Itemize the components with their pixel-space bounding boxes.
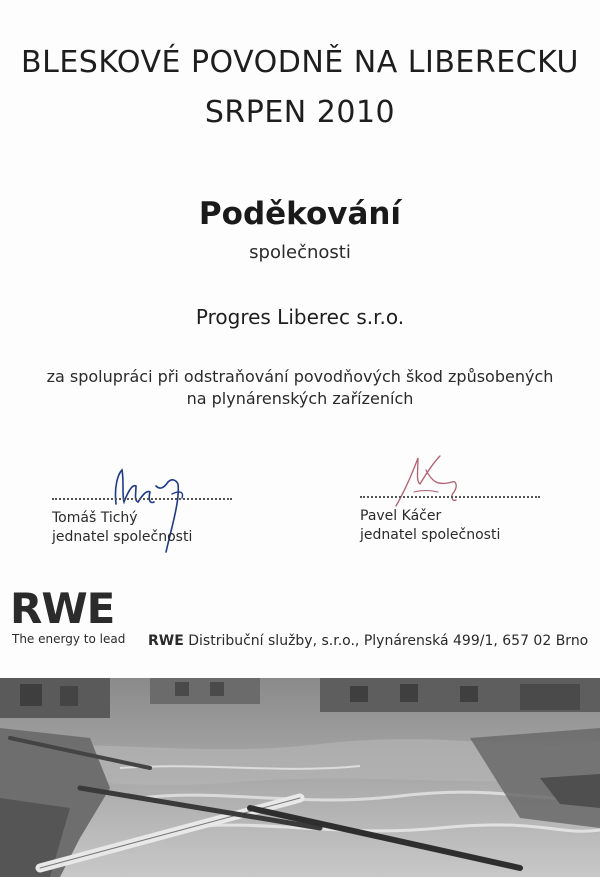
headline-line-1: BLESKOVÉ POVODNĚ NA LIBERECKU bbox=[21, 45, 579, 80]
recipient-name: Progres Liberec s.r.o. bbox=[195, 305, 405, 329]
company-address-rest: Distribuční služby, s.r.o., Plynárenská 499/1, 657 02 Brno bbox=[183, 633, 589, 649]
company-address bbox=[148, 633, 588, 649]
rwe-tagline: The energy to lead bbox=[12, 632, 126, 646]
reason-line-2: na plynárenských zařízeních bbox=[186, 389, 414, 408]
certificate-title: Poděkování bbox=[198, 196, 402, 232]
rwe-logo bbox=[10, 584, 140, 648]
signature-right-image bbox=[360, 452, 560, 562]
signatory-role-left: jednatel společnosti bbox=[52, 529, 193, 545]
signature-line-left bbox=[52, 498, 232, 500]
certificate-subtitle: společnosti bbox=[249, 242, 351, 263]
headline-line-2: SRPEN 2010 bbox=[204, 95, 396, 130]
rwe-logo-text: RWE bbox=[10, 584, 115, 633]
reason-line-1: za spolupráci při odstraňování povodňových škod způsobených bbox=[46, 367, 554, 386]
flood-river-photo bbox=[0, 678, 600, 877]
signatory-name-right: Pavel Káčer bbox=[360, 508, 442, 524]
company-address-bold: RWE bbox=[148, 633, 184, 649]
signatory-role-right: jednatel společnosti bbox=[360, 527, 501, 543]
signatory-name-left: Tomáš Tichý bbox=[52, 510, 138, 526]
signature-line-right bbox=[360, 496, 540, 498]
